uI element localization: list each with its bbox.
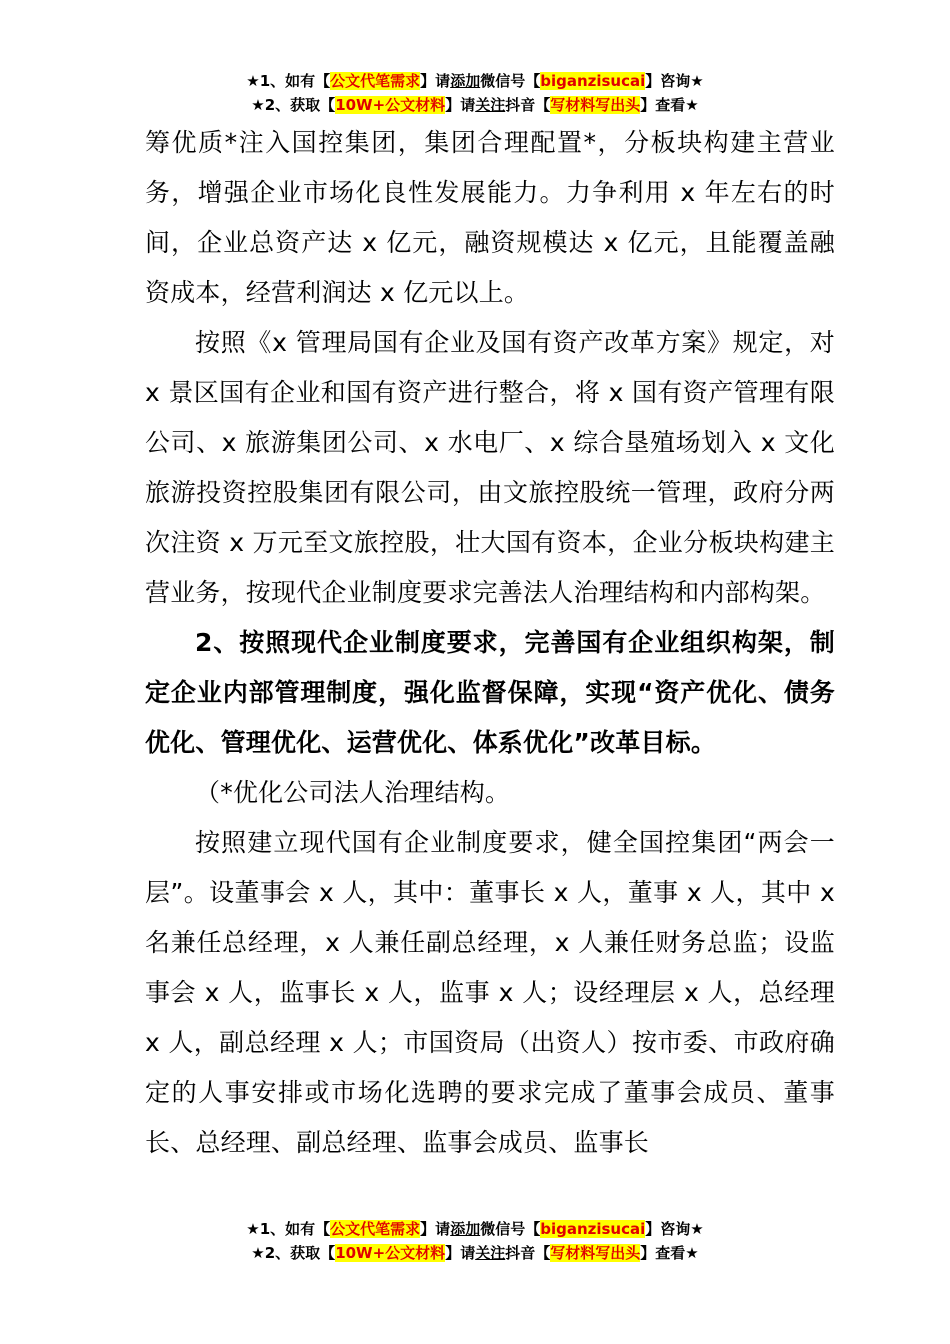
highlight-materials: 10W+公文材料	[335, 1244, 446, 1262]
header-banner-line-2	[0, 94, 950, 118]
header-banner-line-1	[0, 70, 950, 94]
banner-text: ★2、获取【	[251, 96, 336, 114]
banner-text: ★1、如有【	[246, 72, 331, 90]
banner-text: 】请	[420, 72, 451, 90]
banner-underlined-text: 添加	[450, 1220, 481, 1238]
document-body	[145, 118, 835, 1168]
banner-text: 】咨询★	[645, 1220, 704, 1238]
footer-banner	[0, 1218, 950, 1266]
banner-text: 抖音【	[505, 1244, 551, 1262]
highlight-service: 公文代笔需求	[330, 72, 421, 90]
highlight-wechat-id: biganzisucai	[540, 72, 646, 90]
footer-banner-line-1	[0, 1218, 950, 1242]
banner-text: 】请	[420, 1220, 451, 1238]
paragraph-5: 按照建立现代国有企业制度要求，健全国控集团“两会一层”。设董事会 x 人，其中：董事长 x 人，董事 x 人，其中 x 名兼任总经理，x 人兼任副总经理，x 人兼任财务总监；设监事会 x 人，监事长 x 人，监事 x 人；设经理层 x 人，总经理 x 人，副总经理 x 人；市国资局（出资人）按市委、市政府确定的人事安排或市场化选聘的要求完成了董事会成员、董事长、总经理、副总经理、监事会成员、监事长	[145, 828, 835, 1157]
banner-text: 】查看★	[640, 1244, 699, 1262]
banner-underlined-text: 关注	[475, 1244, 506, 1262]
section-heading-2: 2、按照现代企业制度要求，完善国有企业组织构架，制定企业内部管理制度，强化监督保障，实现“资产优化、债务优化、管理优化、运营优化、体系优化”改革目标。	[145, 628, 835, 757]
highlight-service: 公文代笔需求	[330, 1220, 421, 1238]
banner-text: 微信号【	[480, 72, 541, 90]
banner-text: ★2、获取【	[251, 1244, 336, 1262]
banner-text: 】咨询★	[645, 72, 704, 90]
banner-text: 微信号【	[480, 1220, 541, 1238]
header-banner	[0, 70, 950, 118]
highlight-douyin-account: 写材料写出头	[550, 1244, 641, 1262]
subheading-governance: （*优化公司法人治理结构。	[195, 778, 511, 807]
footer-banner-line-2	[0, 1242, 950, 1266]
highlight-douyin-account: 写材料写出头	[550, 96, 641, 114]
banner-text: 】请	[445, 1244, 476, 1262]
banner-text: 抖音【	[505, 96, 551, 114]
highlight-materials: 10W+公文材料	[335, 96, 446, 114]
banner-text: 】请	[445, 96, 476, 114]
banner-text: ★1、如有【	[246, 1220, 331, 1238]
paragraph-2: 按照《x 管理局国有企业及国有资产改革方案》规定，对 x 景区国有企业和国有资产进行整合，将 x 国有资产管理有限公司、x 旅游集团公司、x 水电厂、x 综合垦殖场划入 x 文化旅游投资控股集团有限公司，由文旅控股统一管理，政府分两次注资 x 万元至文旅控股，壮大国有资本，企业分板块构建主营业务，按现代企业制度要求完善法人治理结构和内部构架。	[145, 328, 835, 607]
highlight-wechat-id: biganzisucai	[540, 1220, 646, 1238]
paragraph-1: 筹优质*注入国控集团，集团合理配置*，分板块构建主营业务，增强企业市场化良性发展能力。力争利用 x 年左右的时间，企业总资产达 x 亿元，融资规模达 x 亿元，且能覆盖融资成本，经营利润达 x 亿元以上。	[145, 128, 835, 307]
banner-underlined-text: 添加	[450, 72, 481, 90]
banner-underlined-text: 关注	[475, 96, 506, 114]
banner-text: 】查看★	[640, 96, 699, 114]
